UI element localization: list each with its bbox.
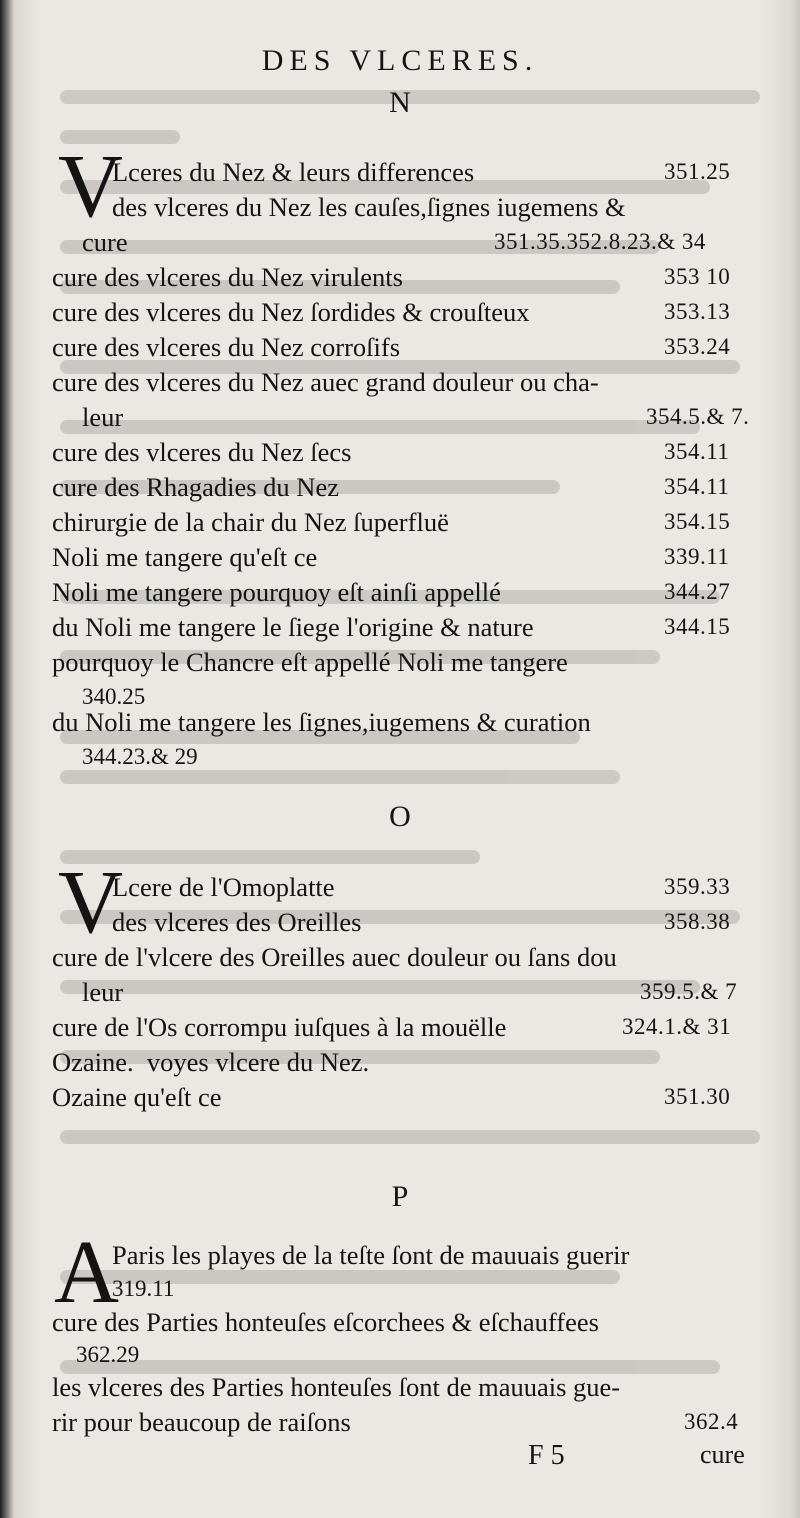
index-entry: du Noli me tangere le ſiege l'origine & nature 344.15 bbox=[52, 612, 731, 642]
index-entry: pourquoy le Chancre eſt appellé Noli me tangere bbox=[52, 647, 568, 677]
index-entry: chirurgie de la chair du Nez ſuperfluë 354.15 bbox=[52, 507, 731, 537]
index-entry: 362.29 bbox=[76, 1342, 140, 1367]
catchword: cure bbox=[700, 1440, 745, 1469]
index-entry: Ozaine. voyes vlcere du Nez. bbox=[52, 1047, 370, 1077]
index-entry: du Noli me tangere les ſignes,iugemens & curation bbox=[52, 707, 591, 737]
running-header: DES VLCERES. bbox=[261, 44, 539, 77]
index-entry: leur 354.5.& 7. bbox=[82, 402, 750, 432]
index-entry: Noli me tangere pourquoy eſt ainſi appellé 344.27 bbox=[52, 577, 731, 607]
index-entry: des vlceres du Nez les cauſes,ſignes iugemens & bbox=[112, 192, 626, 222]
section-letter-n: N bbox=[389, 86, 411, 119]
index-entry: cure des Rhagadies du Nez 354.11 bbox=[52, 472, 730, 502]
index-entry: leur 359.5.& 7 bbox=[82, 977, 738, 1007]
index-entry: 340.25 bbox=[82, 684, 146, 709]
index-entry: Lcere de l'Omoplatte 359.33 bbox=[112, 872, 731, 902]
section-letter-p: P bbox=[391, 1180, 409, 1213]
index-entry: Ozaine qu'eſt ce 351.30 bbox=[52, 1082, 731, 1112]
index-entry: 319.11 bbox=[112, 1276, 175, 1301]
index-entry: 344.23.& 29 bbox=[82, 744, 198, 769]
drop-cap-o: V bbox=[58, 853, 123, 952]
section-letter-o: O bbox=[389, 800, 411, 833]
index-entry: cure de l'vlcere des Oreilles auec douleur ou ſans dou bbox=[52, 942, 617, 972]
signature-mark: F 5 bbox=[528, 1440, 565, 1471]
index-entry: cure des Parties honteuſes eſcorchees & eſchauffees bbox=[52, 1307, 599, 1337]
index-entry: cure des vlceres du Nez auec grand douleur ou cha- bbox=[52, 367, 599, 397]
index-entry: Paris les playes de la teſte ſont de mauuais guerir bbox=[112, 1240, 630, 1270]
index-entry: les vlceres des Parties honteuſes ſont de mauuais gue- bbox=[52, 1372, 621, 1402]
index-entry: cure des vlceres du Nez corroſifs 353.24 bbox=[52, 332, 731, 362]
index-entry: cure des vlceres du Nez ſecs 354.11 bbox=[52, 437, 730, 467]
index-entry: cure 351.35.352.8.23.& 34 bbox=[82, 227, 706, 257]
drop-cap-n: V bbox=[58, 137, 123, 236]
index-entry: Lceres du Nez & leurs differences 351.25 bbox=[112, 157, 731, 187]
index-entry: cure des vlceres du Nez virulents 353 10 bbox=[52, 262, 731, 292]
index-entry: rir pour beaucoup de raiſons 362.4 bbox=[52, 1407, 739, 1437]
index-entry: Noli me tangere qu'eſt ce 339.11 bbox=[52, 542, 730, 572]
index-entry: cure de l'Os corrompu iuſques à la mouëlle 324.1.& 31 bbox=[52, 1012, 732, 1042]
drop-cap-p: A bbox=[54, 1223, 119, 1322]
index-entry: des vlceres des Oreilles 358.38 bbox=[112, 907, 731, 937]
index-entry: cure des vlceres du Nez ſordides & crouſteux 353.13 bbox=[52, 297, 731, 327]
